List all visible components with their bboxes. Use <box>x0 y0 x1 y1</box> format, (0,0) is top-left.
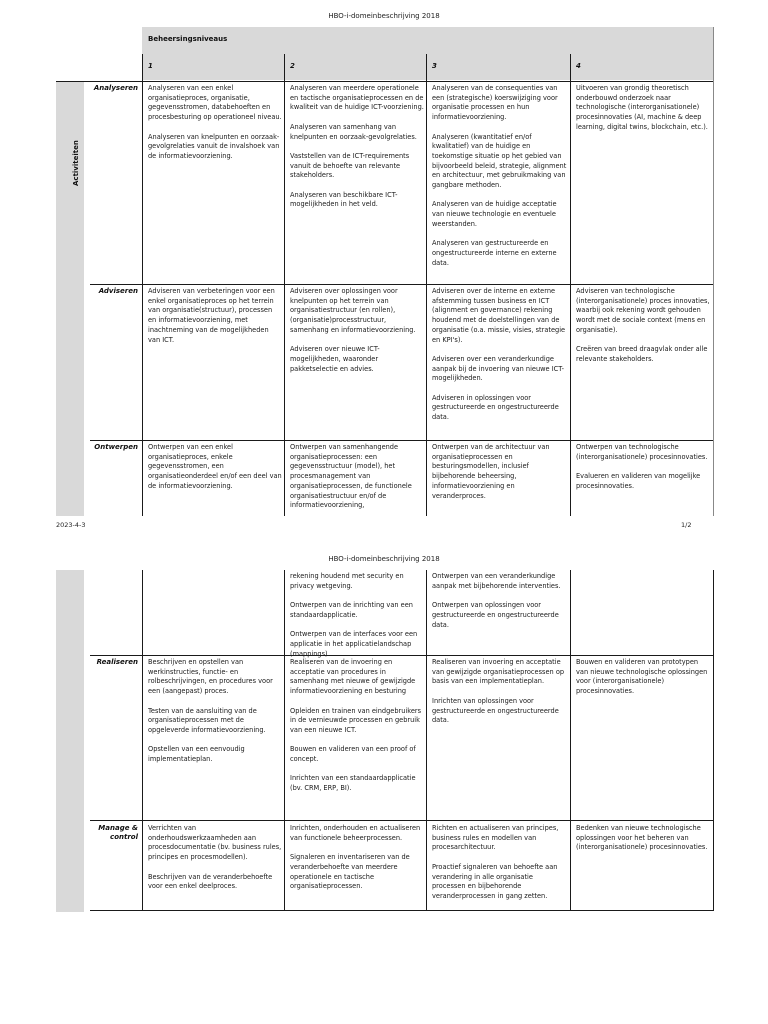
cell-adviseren-1: Adviseren van verbeteringen voor een enkel organisatieproces op het terrein van organisatie(structuur), processen en informatievoorziening, met inachtneming van de mogelijkheden van ICT. <box>148 287 275 344</box>
row-divider <box>90 284 713 285</box>
column-header-3: 3 <box>432 62 437 70</box>
column-divider <box>142 54 143 516</box>
column-divider <box>570 570 571 911</box>
cell-ontwerpen-4: Ontwerpen van technologische (interorganisationele) procesinnovaties. Evalueren en valideren van mogelijke procesinnovaties. <box>576 443 708 490</box>
cell-adviseren-2: Adviseren over oplossingen voor knelpunten op het terrein van organisatiestructuur (en rollen), (organisatie)processtructuur, samenhang en informatievoorziening. Adviseren over nieuwe ICT-mogelijkheden, waaronder pakketselectie en advies. <box>290 287 416 373</box>
cell-manage-3: Richten en actualiseren van principes, business rules en modellen van procesarchitectuur. Proactief signaleren van behoefte aan verandering in alle organisatie processen en bijbehorende veranderprocessen in gang zetten. <box>432 824 559 900</box>
cell-ontwerpen-2-continued: rekening houdend met security en privacy wetgeving. Ontwerpen van de inrichting van een standaardapplicatie. Ontwerpen van de interfaces voor een applicatie in het applicatielandschap (mappings). <box>290 572 418 658</box>
column-header-4: 4 <box>576 62 581 70</box>
row-divider <box>90 910 713 911</box>
cell-analyseren-4: Uitvoeren van grondig theoretisch onderbouwd onderzoek naar technologische (interorganisationele) procesinnovaties (AI, machine & deep learning, digital twins, blockchain, etc.). <box>576 84 708 131</box>
cell-manage-1: Verrichten van onderhoudswerkzaamheden aan procesdocumentatie (bv. business rules, principes en procesmodellen). Beschrijven van de veranderbehoefte voor een enkel deelproces. <box>148 824 282 891</box>
row-label-manage-control: Manage & control <box>98 824 138 841</box>
cell-analyseren-3: Analyseren van de consequenties van een (strategische) koerswijziging voor organisatie processen en hun informatievoorziening. Analyseren (kwantitatief en/of kwalitatief) van de huidige en toekomstige situatie op het gebied van bijvoorbeeld beleid, strategie, alignment en architectuur, met gebruikmaking van gangbare methoden. Analyseren van de huidige acceptatie van nieuwe technologie en eventuele weerstanden. Analyseren van gestructureerde en ongestructureerde interne en externe data. <box>432 84 567 267</box>
row-label-ontwerpen: Ontwerpen <box>94 443 138 451</box>
page-2 <box>0 536 768 1024</box>
column-header-2: 2 <box>290 62 295 70</box>
cell-adviseren-3: Adviseren over de interne en externe afstemming tussen business en ICT (alignment en governance) rekening houdend met de doelstellingen van de organisatie (o.a. missie, visies, strategie en KPI's). Adviseren over een veranderkundige aanpak bij de invoering van nieuwe ICT-mogelijkheden. Adviseren in oplossingen voor gestructureerde en ongestructureerde data. <box>432 287 566 422</box>
column-divider <box>284 54 285 516</box>
document-title: HBO-i-domeinbeschrijving 2018 <box>328 12 440 20</box>
cell-ontwerpen-1: Ontwerpen van een enkel organisatieproces, enkele gegevensstromen, een organisatieonderdeel en/of een deel van de informatievoorziening. <box>148 443 282 490</box>
cell-manage-4: Bedenken van nieuwe technologische oplossingen voor het beheren van (interorganisationele) procesinnovaties. <box>576 824 708 852</box>
cell-ontwerpen-3: Ontwerpen van de architectuur van organisatieprocessen en besturingsmodellen, inclusief bijbehorende beheersing, informatievoorziening en veranderproces. <box>432 443 550 500</box>
cell-realiseren-1: Beschrijven en opstellen van werkinstructies, functie- en rolbeschrijvingen, en procedures voor een (aangepast) proces. Testen van de aansluiting van de organisatieprocessen met de opgeleverde informatievoorziening. Opstellen van een eenvoudig implementatieplan. <box>148 658 273 763</box>
row-label-adviseren: Adviseren <box>98 287 138 295</box>
row-divider <box>90 440 713 441</box>
table-header-label: Beheersingsniveaus <box>148 35 228 43</box>
column-divider <box>142 570 143 911</box>
table-header-background <box>142 27 713 80</box>
column-divider <box>284 570 285 911</box>
row-divider <box>90 820 713 821</box>
row-label-realiseren: Realiseren <box>96 658 138 666</box>
column-divider <box>570 54 571 516</box>
side-label-activiteiten: Activiteiten <box>72 140 80 186</box>
row-divider <box>56 81 713 82</box>
cell-realiseren-3: Realiseren van invoering en acceptatie van gewijzigde organisatieprocessen op basis van een implementatieplan. Inrichten van oplossingen voor gestructureerde en ongestructureerde data. <box>432 658 565 725</box>
cell-realiseren-4: Bouwen en valideren van prototypen van nieuwe technologische oplossingen voor (interorganisationele) procesinnovaties. <box>576 658 708 696</box>
cell-manage-2: Inrichten, onderhouden en actualiseren van functionele beheerprocessen. Signaleren en inventariseren van de veranderbehoefte van meerdere operationele en tactische organisatieprocessen. <box>290 824 421 891</box>
cell-ontwerpen-2: Ontwerpen van samenhangende organisatieprocessen: een gegevensstructuur (model), het procesmanagement van organisatieprocessen, de functionele organisatiestructuur en/of de informatievoorziening, <box>290 443 412 510</box>
column-divider <box>426 54 427 516</box>
footer-date: 2023-4-3 <box>56 521 86 529</box>
column-divider <box>713 570 714 911</box>
cell-adviseren-4: Adviseren van technologische (interorganisationele) proces innovaties, waarbij ook rekening wordt gehouden wordt met de sociale context (mens en organisatie). Creëren van breed draagvlak onder alle relevante stakeholders. <box>576 287 710 363</box>
column-divider <box>713 27 714 516</box>
cell-realiseren-2: Realiseren van de invoering en acceptatie van procedures in samenhang met nieuwe of gewijzigde informatievoorziening en besturing Opleiden en trainen van eindgebruikers in de vernieuwde processen en gebruik van een nieuwe ICT. Bouwen en valideren van een proof of concept. Inrichten van een standaardapplicatie (bv. CRM, ERP, BI). <box>290 658 422 793</box>
cell-ontwerpen-3-continued: Ontwerpen van een veranderkundige aanpak met bijbehorende interventies. Ontwerpen van oplossingen voor gestructureerde en ongestructureerde data. <box>432 572 561 629</box>
column-header-1: 1 <box>148 62 153 70</box>
cell-analyseren-2: Analyseren van meerdere operationele en tactische organisatieprocessen en de kwaliteit van de huidige ICT-voorziening. Analyseren van samenhang van knelpunten en oorzaak-gevolgrelaties. Vaststellen van de ICT-requirements vanuit de behoefte van relevante stakeholders. Analyseren van beschikbare ICT-mogelijkheden in het veld. <box>290 84 424 209</box>
document-title: HBO-i-domeinbeschrijving 2018 <box>328 555 440 563</box>
cell-analyseren-1: Analyseren van een enkel organisatieproces, organisatie, gegevensstromen, databehoeften en procesbesturing op operationeel niveau. Analyseren van knelpunten en oorzaak-gevolgrelaties vanuit de invalshoek van de informatievoorziening. <box>148 84 282 160</box>
row-label-analyseren: Analyseren <box>93 84 138 92</box>
footer-page-number: 1/2 <box>681 521 692 529</box>
column-divider <box>426 570 427 911</box>
side-column-background <box>56 570 84 912</box>
